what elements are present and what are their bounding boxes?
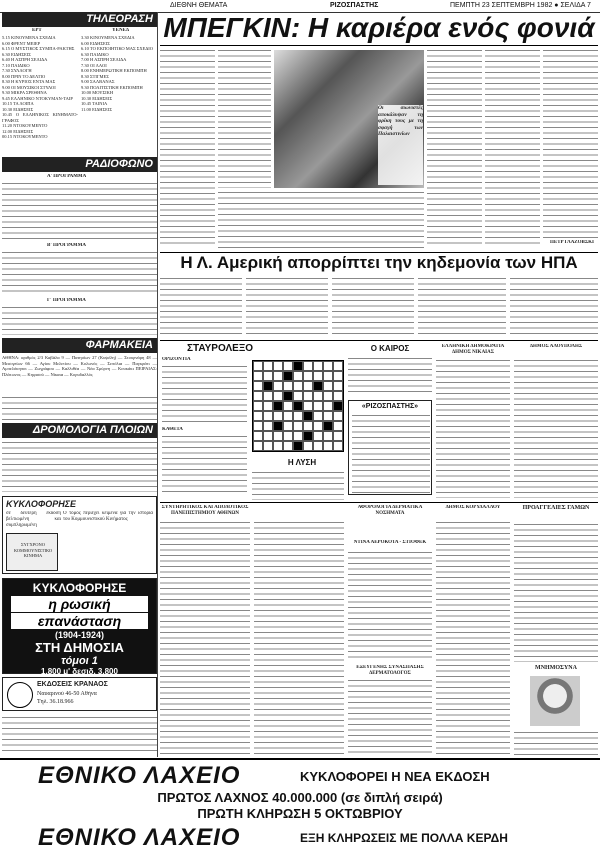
crossword-cell	[253, 361, 263, 371]
crossword-cell	[333, 431, 343, 441]
tv-yened-item: 6.30 ΠΑΙΔΙΚΟ	[81, 51, 109, 57]
crossword-cell	[323, 411, 333, 421]
tv-ert-item: 9.45 ΕΛΛΗΝΙΚΟ ΝΤΟΚΥΜΑΝ-ΤΑΙΡ	[2, 95, 73, 101]
book-ad-communist	[2, 496, 157, 574]
latam-col4	[418, 276, 506, 338]
notice-1-text	[436, 358, 510, 498]
ad2-line4: (1904-1924)	[54, 630, 105, 640]
publisher-logo-icon	[7, 682, 33, 708]
ad-subtitle: σε δεύτερη έκδοση βελτιωμένη και συμπληρωμένη	[6, 511, 61, 528]
crossword-cell	[283, 381, 293, 391]
crossword-cell	[303, 421, 313, 431]
crossword-cell	[283, 431, 293, 441]
publisher-phone: Τηλ. 36.18.966	[37, 699, 74, 705]
notice-3-text	[160, 520, 250, 755]
pharmacy-listing: ΑΘΗΝΑ: αριθμός 2/3 Καβάλα 9 — Πατησίων 27 (Κυψέλη) — Στουρνάρη 48 — Μεσογείων 66 — Αγίου Μελετίου — Κολωνός — Σεπόλια — Παγκράτι — Αμπελόκηποι — Ζωγράφου — Καλλιθέα — Νέα Σμύρνη — Κουκάκι ΠΕΙΡΑΙΑΣ: Πλάτωνος — Κηφισού — Νίκαια — Κορυδαλλός	[2, 355, 157, 377]
crossword-title: ΣΤΑΥΡΟΛΕΞΟ	[186, 343, 254, 354]
crossword-cell	[313, 391, 323, 401]
main-headline: ΜΠΕΓΚΙΝ: Η καριέρα ενός φονιά	[163, 13, 595, 43]
crossword-cell	[293, 381, 303, 391]
notice-8-title: ΔΗΜΟΣ ΚΟΡΥΔΑΛΛΟΥ	[445, 505, 501, 510]
crossword-cell	[263, 441, 273, 451]
crossword-cell	[253, 371, 263, 381]
notice-5-text	[348, 550, 432, 660]
crossword-cell	[323, 391, 333, 401]
tv-ert-item: 12.00 ΕΙΔΗΣΕΙΣ	[2, 128, 34, 134]
notice-3-title: ΣΥΝΤΗΡΗΤΙΚΟΣ ΚΑΙ ΑΠΟΔΟΤΙΚΟΣ ΠΑΝΕΠΙΣΤΗΜΙΟΥ ΑΘΗΝΩΝ	[161, 505, 249, 516]
crossword-across-label: ΟΡΙΖΟΝΤΙΑ	[162, 357, 191, 362]
crossword-cell	[263, 391, 273, 401]
crossword-cell	[323, 381, 333, 391]
lottery-title-2: ΕΘΝΙΚΟ ΛΑΧΕΙΟ	[38, 824, 241, 851]
crossword-cell	[293, 411, 303, 421]
crossword-cell	[333, 441, 343, 451]
article-begin-col5	[543, 48, 598, 238]
tv-yened-item: 9.00 ΣΑΛΒΑΝΑΣ	[81, 79, 115, 84]
crossword-cell	[273, 411, 283, 421]
crossword-cell	[263, 381, 273, 391]
lottery-first-draw: ΠΡΩΤΗ ΚΛΗΡΩΣΗ 5 ΟΚΤΩΒΡΙΟΥ	[197, 806, 403, 821]
tv-yened-item: 11.00 ΕΙΔΗΣΕΙΣ	[81, 106, 112, 112]
crossword-cell	[333, 361, 343, 371]
notice-7-text	[348, 678, 432, 755]
crossword-cell	[323, 401, 333, 411]
crossword-cell	[273, 391, 283, 401]
lottery-title-1: ΕΘΝΙΚΟ ΛΑΧΕΙΟ	[38, 762, 241, 789]
crossword-cell	[313, 441, 323, 451]
crossword-cell	[293, 441, 303, 451]
notices-rule	[160, 502, 598, 503]
crossword-cell	[313, 361, 323, 371]
section-title: ΔΙΕΘΝΗ ΘΕΜΑΤΑ	[170, 2, 228, 9]
date-page: ΠΕΜΠΤΗ 23 ΣΕΠΤΕΜΒΡΗ 1982 ● ΣΕΛΙΔΑ 7	[450, 2, 591, 9]
latam-col3	[332, 276, 414, 338]
tv-ert-item: 00.15 ΝΤΟΚΟΥΜΕΝΤΟ	[2, 134, 48, 139]
memorial-portrait	[530, 676, 580, 726]
radio-sub-c: Γ' ΠΡΟΓΡΑΜΜΑ	[47, 298, 86, 303]
weather-title: Ο ΚΑΙΡΟΣ	[370, 344, 410, 353]
publisher-address: Ναυαρινού 46-50 Αθήνα	[37, 691, 97, 697]
tv-ert-item: 10.45 Ο ΕΛΛΗΝΙΚΟΣ ΚΙΝΗΜΑΤΟ-ΓΡΑΦΟΣ	[2, 112, 78, 123]
memorial-text	[514, 730, 598, 755]
crossword-cell	[283, 441, 293, 451]
crossword-cell	[303, 391, 313, 401]
crossword-cell	[283, 371, 293, 381]
latam-col5	[510, 276, 598, 338]
ad2-line5: ΣΤΗ ΔΗΜΟΣΙΑ	[35, 640, 124, 655]
crossword-cell	[273, 421, 283, 431]
crossword-cell	[273, 381, 283, 391]
ship-routes-head: ΔΡΟΜΟΛΟΓΙΑ ΠΛΟΙΩΝ	[2, 423, 157, 438]
lottery-banner-2	[0, 824, 600, 852]
crossword-cell	[293, 421, 303, 431]
ad2-line3: επανάσταση	[11, 613, 148, 629]
crossword-cell	[273, 441, 283, 451]
banner-rule	[0, 758, 600, 760]
crossword-cell	[323, 361, 333, 371]
notice-8-text	[436, 520, 510, 755]
left-bottom-text	[2, 715, 157, 755]
crossword-cell	[283, 421, 293, 431]
article-begin-col4	[485, 48, 540, 248]
crossword-cell	[323, 371, 333, 381]
pharmacy-section-head: ΦΑΡΜΑΚΕΙΑ	[2, 338, 157, 353]
latam-col1	[160, 276, 242, 338]
crossword-cell	[263, 431, 273, 441]
publisher-box	[2, 677, 157, 711]
headline-rule	[160, 45, 598, 46]
tv-channel-ert: ΕΡΤ	[32, 28, 42, 33]
lottery-first-prize: ΠΡΩΤΟΣ ΛΑΧΝΟΣ 40.000.000 (σε διπλή σειρά)	[157, 790, 443, 805]
subscription-title: «ΡΙΖΟΣΠΑΣΤΗΣ»	[361, 403, 419, 410]
crossword-cell	[323, 431, 333, 441]
ad-body: Ο τόμος περιέχει κείμενα για την ιστορία του Κομμουνιστικού Κινήματος	[63, 511, 153, 522]
notice-1-title: ΕΛΛΗΝΙΚΗ ΔΗΜΟΚΡΑΤΙΑ ΔΗΜΟΣ ΝΙΚΑΙΑΣ	[441, 344, 505, 355]
left-column	[2, 12, 158, 757]
ad2-line6: τόμοι 1	[61, 655, 98, 667]
crossword-solution-label: Η ΛΥΣΗ	[287, 458, 317, 467]
book-ad-russian-revolution	[2, 578, 157, 674]
lottery-subtitle-1: ΚΥΚΛΟΦΟΡΕΙ Η ΝΕΑ ΕΚΔΟΣΗ	[300, 769, 490, 784]
crossword-cell	[293, 431, 303, 441]
crossword-cell	[323, 441, 333, 451]
crossword-down-clues	[162, 434, 247, 494]
notice-5-title: ΑΦΟΡΟΛΟΓΙΑ ΔΕΡΜΑΤΙΚΑ ΝΟΣΗΜΑΤΑ	[357, 505, 423, 516]
tv-ert-item: 5.15 ΚΙΝΟΥΜΕΝΑ ΣΧΕΔΙΑ	[2, 35, 56, 40]
tv-section-head: ΤΗΛΕΟΡΑΣΗ	[2, 12, 157, 27]
ad-title: ΚΥΚΛΟΦΟΡΗΣΕ	[6, 499, 77, 509]
crossword-cell	[293, 391, 303, 401]
wedding-announce-title: ΠΡΟΑΓΓΕΛΙΕΣ ΓΑΜΩΝ	[522, 505, 590, 511]
crossword-cell	[303, 431, 313, 441]
crossword-cell	[253, 411, 263, 421]
photo-caption: Οι σιωνιστές αποκάλυψαν τη φρίκη τους με τη σφαγή των Παλαιστινίων	[378, 105, 423, 185]
radio-listing-b	[2, 250, 157, 296]
newspaper-name: ΡΙΖΟΣΠΑΣΤΗΣ	[330, 2, 379, 9]
crossword-cell	[263, 401, 273, 411]
radio-sub-b: Β' ΠΡΟΓΡΑΜΜΑ	[47, 243, 86, 248]
book-cover	[6, 533, 58, 571]
crossword-cell	[253, 391, 263, 401]
crossword-cell	[273, 401, 283, 411]
crossword-cell	[263, 361, 273, 371]
crossword-cell	[303, 371, 313, 381]
crossword-cell	[283, 401, 293, 411]
crossword-cell	[333, 391, 343, 401]
radio-sub-a: Α' ΠΡΟΓΡΑΜΜΑ	[47, 174, 87, 179]
tv-ert-item: 10.15 ΤΑ ΛΟΙΠΑ	[2, 101, 34, 106]
subscription-text	[352, 413, 430, 493]
notice-7-title: ΕΞΕΥΓΕΝΗΣ ΣΥΝΑΣΠΑΣΗΣ ΔΕΡΜΑΤΟΛΟΓΟΣ	[356, 665, 424, 676]
tv-ert-item: 6.30 ΕΙΔΗΣΕΙΣ	[2, 51, 31, 57]
article-begin-col3	[427, 48, 482, 248]
lottery-subtitle-2: ΕΞΗ ΚΛΗΡΩΣΕΙΣ ΜΕ ΠΟΛΛΑ ΚΕΡΔΗ	[300, 831, 508, 845]
tv-ert-item: 10.30 ΕΙΔΗΣΕΙΣ	[2, 106, 34, 112]
section-rule	[160, 340, 598, 341]
crossword-cell	[253, 441, 263, 451]
crossword-cell	[273, 371, 283, 381]
tv-ert-item: 9.00 ΟΙ ΜΟΥΣΙΚΟΙ ΣΤΥΛΟΙ	[2, 84, 56, 90]
tv-ert-item: 11.20 ΝΤΟΚΟΥΜΕΝΤΟ	[2, 123, 48, 128]
ad2-line2: η ρωσική	[11, 596, 148, 612]
crossword-cell	[333, 371, 343, 381]
book-cover-title: ΣΥΓΧΡΟΝΟ ΚΟΜΜΟΥΝΙΣΤΙΚΟ ΚΙΝΗΜΑ	[13, 542, 53, 558]
crossword-cell	[333, 421, 343, 431]
ad2-line1: ΚΥΚΛΟΦΟΡΗΣΕ	[32, 581, 127, 595]
publisher-name: ΕΚΔΟΣΕΙΣ ΚΡΑΝΑΟΣ	[37, 681, 108, 688]
wedding-announce-text	[514, 522, 598, 662]
article-begin-col1	[160, 48, 215, 248]
crossword-cell	[313, 411, 323, 421]
crossword-cell	[253, 431, 263, 441]
subscription-box	[348, 400, 432, 495]
crossword-cell	[323, 421, 333, 431]
tv-yened-item: 10.45 ΤΑΙΝΙΑ	[81, 101, 108, 106]
crossword-cell	[303, 361, 313, 371]
tv-ert-item: 6.00 ΦΡΕΝΤ ΜΕΙΕΡ	[2, 40, 41, 46]
crossword-cell	[293, 401, 303, 411]
tv-listing-yened	[81, 35, 157, 153]
article-byline: ΠΕΤΡ ΓΛΑΖΟΒΣΚΙ	[550, 240, 594, 245]
tv-ert-item: 6.40 Η ΑΣΠΡΗ ΣΕΛΙΔΑ	[2, 57, 48, 62]
crossword-cell	[333, 381, 343, 391]
tv-ert-item: 8.00 ΠΡΙΝ ΤΟ ΔΕΛΤΙΟ	[2, 73, 46, 79]
tv-yened-item: 7.00 Η ΑΣΠΡΗ ΣΕΛΙΔΑ	[81, 57, 127, 62]
memorial-title: ΜΝΗΜΟΣΥΝΑ	[535, 665, 577, 671]
tv-ert-item: 6.15 Ο ΜΥΣΤΙΚΟΣ ΣΥΜΠΑ-ΡΑΚΤΗΣ	[2, 46, 75, 51]
tv-yened-item: 9.30 ΠΟΛΙΤΙΣΤΙΚΗ ΕΚΠΟΜΠΗ	[81, 84, 143, 90]
crossword-down-label: ΚΑΘΕΤΑ	[162, 427, 183, 432]
crossword-grid	[252, 360, 344, 452]
crossword-cell	[273, 361, 283, 371]
notice-2-title: ΔΗΜΟΣ ΑΛΟΥΠΟΛΗΣ	[529, 344, 583, 349]
tv-yened-item: 6.10 ΤΟ ΕΚΠΟΙΗΤΙΚΟ ΜΑΣ ΣΧΕΔΙΟ	[81, 46, 154, 51]
notice-6-title: ΝΤΙΝΑ ΑΕΡΟΚΟΤΑ - ΣΤΙΟΦΕΚ	[353, 540, 427, 545]
radio-listing-c	[2, 305, 157, 335]
crossword-cell	[263, 421, 273, 431]
tv-ert-item: 8.30 Η ΚΥΡΙΟΣ ΕΝΤΑ ΜΑΣ	[2, 79, 56, 84]
tv-ert-item: 7.30 ΣΥΛΛΟΓΗ	[2, 68, 32, 73]
crossword-across-clues	[162, 364, 247, 424]
crossword-cell	[313, 401, 323, 411]
ship-routes-listing	[2, 440, 157, 492]
ad2-line7: 1.800 μ' δεσιδ. 3.800	[41, 667, 118, 676]
tv-yened-item: 8.00 ΕΝΗΜΕΡΩΤΙΚΗ ΕΚΠΟΜΠΗ	[81, 68, 147, 73]
crossword-cell	[303, 441, 313, 451]
crossword-cell	[263, 411, 273, 421]
crossword-cell	[263, 371, 273, 381]
crossword-cell	[313, 381, 323, 391]
tv-yened-item: 6.00 ΕΙΔΗΣΕΙΣ	[81, 40, 110, 46]
crossword-cell	[313, 431, 323, 441]
tv-channel-yened: ΥΕΝΕΔ	[112, 28, 130, 33]
secondary-headline: Η Λ. Αμερική απορρίπτει την κηδεμονία των ΗΠΑ	[160, 252, 598, 273]
crossword-cell	[253, 381, 263, 391]
notice-4-text	[254, 520, 344, 755]
crossword-cell	[333, 411, 343, 421]
pharmacy-listing-more	[2, 395, 157, 421]
crossword-cell	[253, 421, 263, 431]
tv-yened-item: 3.30 ΚΙΝΟΥΜΕΝΑ ΣΧΕΔΙΑ	[81, 35, 135, 40]
notice-2-text	[514, 358, 598, 498]
crossword-cell	[253, 401, 263, 411]
tv-yened-item: 7.30 ΟΙ ΛΑΟΙ	[81, 62, 107, 68]
lottery-banner-1	[0, 762, 600, 788]
article-begin-col2	[218, 48, 271, 188]
crossword-cell	[283, 361, 293, 371]
crossword-cell	[313, 371, 323, 381]
crossword-cell	[273, 431, 283, 441]
weather-text	[348, 356, 432, 396]
crossword-cell	[333, 401, 343, 411]
crossword-cell	[313, 421, 323, 431]
article-begin-col2b	[218, 190, 424, 248]
crossword-cell	[303, 381, 313, 391]
tv-yened-item: 10.30 ΕΙΔΗΣΕΙΣ	[81, 95, 113, 101]
crossword-cell	[303, 411, 313, 421]
crossword-cell	[303, 401, 313, 411]
tv-yened-item: 10.00 ΜΟΥΣΙΚΗ	[81, 90, 114, 95]
tv-ert-item: 7.10 ΠΑΙΔΙΚΟ	[2, 62, 30, 68]
tv-yened-item: 8.30 ΣΤΙΓΜΕΣ	[81, 73, 109, 79]
crossword-cell	[293, 371, 303, 381]
crossword-solution-text	[252, 470, 344, 500]
tv-ert-item: 9.30 ΜΙΚΡΑ ΣΡΕΘΗΝΑ	[2, 90, 47, 95]
crossword-cell	[283, 391, 293, 401]
crossword-cell	[293, 361, 303, 371]
radio-section-head: ΡΑΔΙΟΦΩΝΟ	[2, 157, 157, 172]
radio-listing-a	[2, 181, 157, 241]
latam-col2	[246, 276, 328, 338]
tv-listing-ert	[2, 35, 78, 153]
crossword-cell	[283, 411, 293, 421]
